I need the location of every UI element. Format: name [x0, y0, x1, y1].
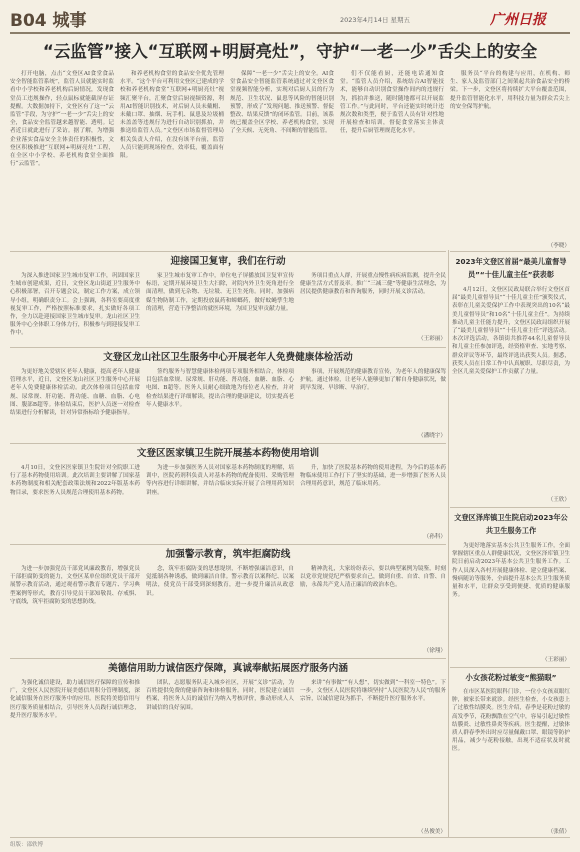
article-3-col-3: 升，加快了医院基本药物的使用进程，为今后的基本药物临床使用工作打下了坚实的基础，进一步增强了医务人员合理用药意识，规范了临床用药。 — [300, 465, 446, 488]
divider-main — [10, 251, 446, 252]
main-article-col-1: 打开电脑，点击“文登区AI食堂食品安全智能监管系统”，监管人员就能实时监看中小学校和养老机构后厨情况，发现食堂员工违规操作，轻点鼠标就能截屏存证提醒。大数据加持下，文登区有了这一“云监管”手段，为守护“一老一少”舌尖上的安全，食品安全监管越来越智能、透明。记者近日就此进行了采访。据了解，为增强企业落实食品安全主体责任的积极性，文登区积极推进“互联网+明厨亮灶”工程，在全区中小学校、养老机构食堂全面推行“云监管”。 — [10, 71, 114, 168]
article-8-byline: （张倩） — [547, 829, 570, 835]
main-headline: “云监管”接入“互联网+明厨亮灶”，守护“一老一少”舌尖上的安全 — [42, 42, 538, 61]
article-7-title — [452, 511, 570, 539]
article-2-col-3: 事项，开展规范的健康教育宣传，为老年人的健康保驾护航。通过体检，让老年人能够更加了解自身健康状况，做到早发现、早诊断、早治疗。 — [300, 369, 446, 392]
main-article-col-4: 们不仅能看厨，还能电话通知食堂。“监管人员介绍，系统结合AI智能技术，能够自动识别食堂操作间内的违规行为，抓拍并推送，随时随地都可以开展监管工作。”与此同时，平台还能实时统计违规次数和类型，便于监管人员有针对性地开展检查和培训，督促食堂落实主体责任，提升后厨管理规范化水平。 — [340, 71, 444, 135]
article-4-byline: （徐翔） — [423, 648, 446, 654]
main-article-col-5: 服务员“平台的构建与应用，在机构、师生、家人及监管部门之间架起共治食品安全的桥梁。下一步，文登区将持续扩大平台覆盖范围，提升监管智能化水平，用科技力量为群众舌尖上的安全保驾护航。 — [450, 71, 570, 110]
article-1-title: 迎接国卫复审，我们在行动 — [170, 256, 286, 267]
main-article-col-3: 保障“一老一少”舌尖上的安全。AI食堂食品安全智能监管系统通过对文登区食堂视频智能分析，实现对后厨人员的行为规范、卫生状况、鼠患等风险的智能识别预警，形成了“发现问题、推送预警、督促整改、结果反馈”的闭环监管。目前，该系统已覆盖全区学校、养老机构食堂，实现了全天候、无死角、不间断的智能监管。 — [230, 71, 334, 135]
article-4-col-1: 为进一步加强党员干部党风廉政教育，增强党员干部拒腐防变的能力，文登区某单位组织党员干部开展警示教育活动，通过观看警示教育专题片、学习典型案例等形式，教育引导党员干部知敬畏、存戒惧、守底线，筑牢拒腐防变的思想防线。 — [10, 566, 140, 605]
divider-right-2 — [450, 667, 570, 668]
divider-2 — [10, 443, 446, 444]
article-6-title-text: 2023年文登区首届“最美儿童督导员”“十佳儿童主任”获表彰 — [455, 257, 567, 279]
issue-date: 2023年4月14日 星期五 — [340, 16, 411, 24]
article-1-col-2: 家卫生城市复审工作中，单位电子屏播放国卫复审宣传标语，定期开展环境卫生大扫除，对院内外卫生死角进行全面清理，做到无杂物、无垃圾、无卫生死角。同时，加强病媒生物防制工作，定期投放鼠药和蟑螂药，做好蚊蝇孳生地的清理，营造干净整洁的就医环境，为国卫复审贡献力量。 — [146, 273, 294, 312]
footer-rule — [10, 837, 570, 838]
article-2-byline: （潘晓宇） — [418, 433, 446, 439]
article-4-title: 加强警示教育，筑牢拒腐防线 — [165, 549, 291, 560]
article-5-byline: （丛俊美） — [418, 829, 446, 835]
divider-4 — [10, 658, 446, 659]
article-4-col-2: 念，筑牢拒腐防变的思想堤坝，不断增强廉洁意识，自觉抵制各种诱惑，做到廉洁自律。警示教育以案释纪、以案明法，使党员干部受到深刻教育，进一步提升廉洁从政意识。 — [146, 566, 294, 597]
article-5-col-1: 为强化诚信建设，助力诚信医疗保障的宣传和推广，文登区人民医院开展美德信用积分管理制度，深化诚信服务在医疗服务中的应用。医院将美德信用与医疗服务质量相结合，引导医务人员践行诚信理念，提升医疗服务水平。 — [10, 680, 140, 719]
divider-1 — [10, 347, 446, 348]
article-6-byline: （王欣） — [547, 497, 570, 503]
header-rule — [10, 32, 570, 34]
main-byline: （李晓） — [547, 243, 570, 249]
article-1-col-1: 为深入推进国家卫生城市复审工作，巩固国家卫生城市创建成果，近日，文登区龙山街道卫生服务中心积极部署，召开专题会议，制定工作方案，成立领导小组，明确职责分工。会上强调，各科室要高度重视复审工作，严格按照标准要求，扎实做好各项工作，全力以赴迎接国家卫生城市复审。龙山社区卫生服务中心全体职工身体力行，积极参与到迎接复审工作中。 — [10, 273, 140, 337]
footer-editor: 组版：邵轶博 — [10, 842, 44, 848]
article-4-col-3: 精神洗礼，大家纷纷表示，要以典型案例为镜鉴，时刻以党章党规党纪严格要求自己，做到自重、自省、自警、自励，永葆共产党人清正廉洁的政治本色。 — [300, 566, 446, 589]
divider-3 — [10, 544, 446, 545]
article-6-title — [452, 255, 570, 283]
article-8-body: 在市区某医院眼科门诊，一位小女孩双眼红肿，被家长带来就诊。经医生检查，小女孩患上了过敏性结膜炎。医生介绍，春季是花粉过敏的高发季节，花粉飘散在空气中，容易引起过敏性结膜炎、过敏性鼻炎等疾病。医生提醒，过敏体质人群春季外出时应尽量佩戴口罩、眼镜等防护用品，减少与花粉接触，出现不适症状及时就医。 — [452, 689, 570, 753]
article-3-title: 文登区医家镇卫生院开展基本药物使用培训 — [136, 448, 320, 459]
article-3-col-1: 4月10日，文登区医家镇卫生院针对全院职工进行了基本药物使用培训。此次培训主要讲解了国家基本药物制度和相关配套政策法规和2022年版基本药物目录，要求医务人员规范合理使用基本药物。 — [10, 465, 140, 496]
article-1-col-3: 务项目重点人群，开展重点慢性病疾病监测，提升全民健康生活方式普及率。推广“三减三健”等健康生活理念，为居民提供健康教育和咨询服务，同时开展义诊活动。 — [300, 273, 446, 296]
article-5-title: 美德信用助力诚信医疗保障，真诚奉献拓展医疗服务内涵 — [108, 663, 348, 674]
article-2-col-2: 签约服务与智慧健康体检两项专项服务相结合，体检项目包括血常规、尿常规、肝功能、肾功能、血糖、血脂、心电图、B超等。医务人员耐心细致地为每位老人检查，并对检查结果进行详细解读，提出合理的健康建议，切实提高老年人健康水平。 — [146, 369, 294, 408]
article-2-col-1: 为更好地关爱辖区老年人健康，提高老年人健康管理水平，近日，文登区龙山社区卫生服务中心开展老年人免费健康体检活动。此次体检项目包括血常规、尿常规、肝功能、肾功能、血糖、血脂、心电图、腹部B超等。体检结束后，医护人员逐一对检查结果进行分析解读，针对异常指标给予健康指导。 — [10, 369, 140, 417]
main-article-col-2: 和养老机构食堂的食品安全优先管理水平。“这个平台可利用文登区已建成的学校和养老机构食堂“互联网+明厨亮灶”视频汇聚平台，汇聚食堂后厨视频资源，利用AI智能识别技术，对后厨人员未戴帽、未戴口罩、抽烟、玩手机、鼠患及垃圾桶未盖盖等违规行为进行自动识别抓拍，并推送给监管人员。”文登区市场监督管理局相关负责人介绍，在没有该平台前，监管人员只能到现场检查，效率低，覆盖面有限。 — [120, 71, 224, 160]
article-7-title-text: 文登区泽库镇卫生院启动2023年公共卫生服务工作 — [454, 513, 568, 535]
divider-main-right — [450, 251, 570, 252]
article-7-byline: （王彩丽） — [542, 657, 570, 663]
article-1-byline: （王彩丽） — [418, 336, 446, 342]
article-5-col-2: 团队，志愿服务队走入城乡社区，开展“义诊”活动，为百姓提供免费的健康咨询和体检服务。同时，医院建立诚信档案，将医务人员的诚信行为纳入考核评价，推动形成人人讲诚信的良好氛围。 — [146, 680, 294, 711]
article-5-col-3: 来讲“有事做”“有人想”，切实做到“一科室一特色”。下一步，文登区人民医院将继续坚持“人民医院为人民”的服务宗旨，以诚信建设为抓手，不断提升医疗服务水平。 — [300, 680, 446, 703]
article-3-col-2: 为进一步加强医务人员对国家基本药物制度的理解，培训中，医院药剂科负责人对基本药物的配备使用、采购管理等内容进行详细讲解，并结合临床实际开展了合理用药知识讲座。 — [146, 465, 294, 496]
article-6-body: 4月12日，文登区民政局联合举行文登区首届“最美儿童督导员”“十佳儿童主任”颁奖仪式，表彰在儿童关爱保护工作中表现突出的10名“最美儿童督导员”和10名“十佳儿童主任”。为持续推动儿童主任能力提升，文登区民政局组织开展了“最美儿童督导员”“十佳儿童主任”评选活动。本次评选活动，各镇街共推荐44名儿童督导员和儿童主任参加评选，经资格审查、实地考察、群众评议等环节，最终评选出获奖人员。据悉，获奖人员在日常工作中认真履职、尽职尽责，为全区儿童关爱保护工作贡献了力量。 — [452, 287, 570, 376]
article-7-body: 为更好地落实基本公共卫生服务工作，全面掌握辖区重点人群健康状况，文登区泽库镇卫生院日前启动2023年基本公共卫生服务工作。工作人员深入各村开展健康体检、建立健康档案、慢病随访等服务，全面提升基本公共卫生服务质量和水平，让群众享受到便捷、优质的健康服务。 — [452, 543, 570, 599]
newspaper-masthead: 广州日报 — [490, 12, 546, 28]
divider-right-1 — [450, 507, 570, 508]
article-2-title: 文登区龙山社区卫生服务中心开展老年人免费健康体检活动 — [103, 352, 353, 363]
article-8-title: 小女孩花粉过敏变“熊猫眼” — [465, 673, 557, 682]
section-label: B04 城事 — [10, 11, 87, 31]
divider-vertical — [448, 250, 449, 838]
article-3-byline: （孙科） — [423, 534, 446, 540]
